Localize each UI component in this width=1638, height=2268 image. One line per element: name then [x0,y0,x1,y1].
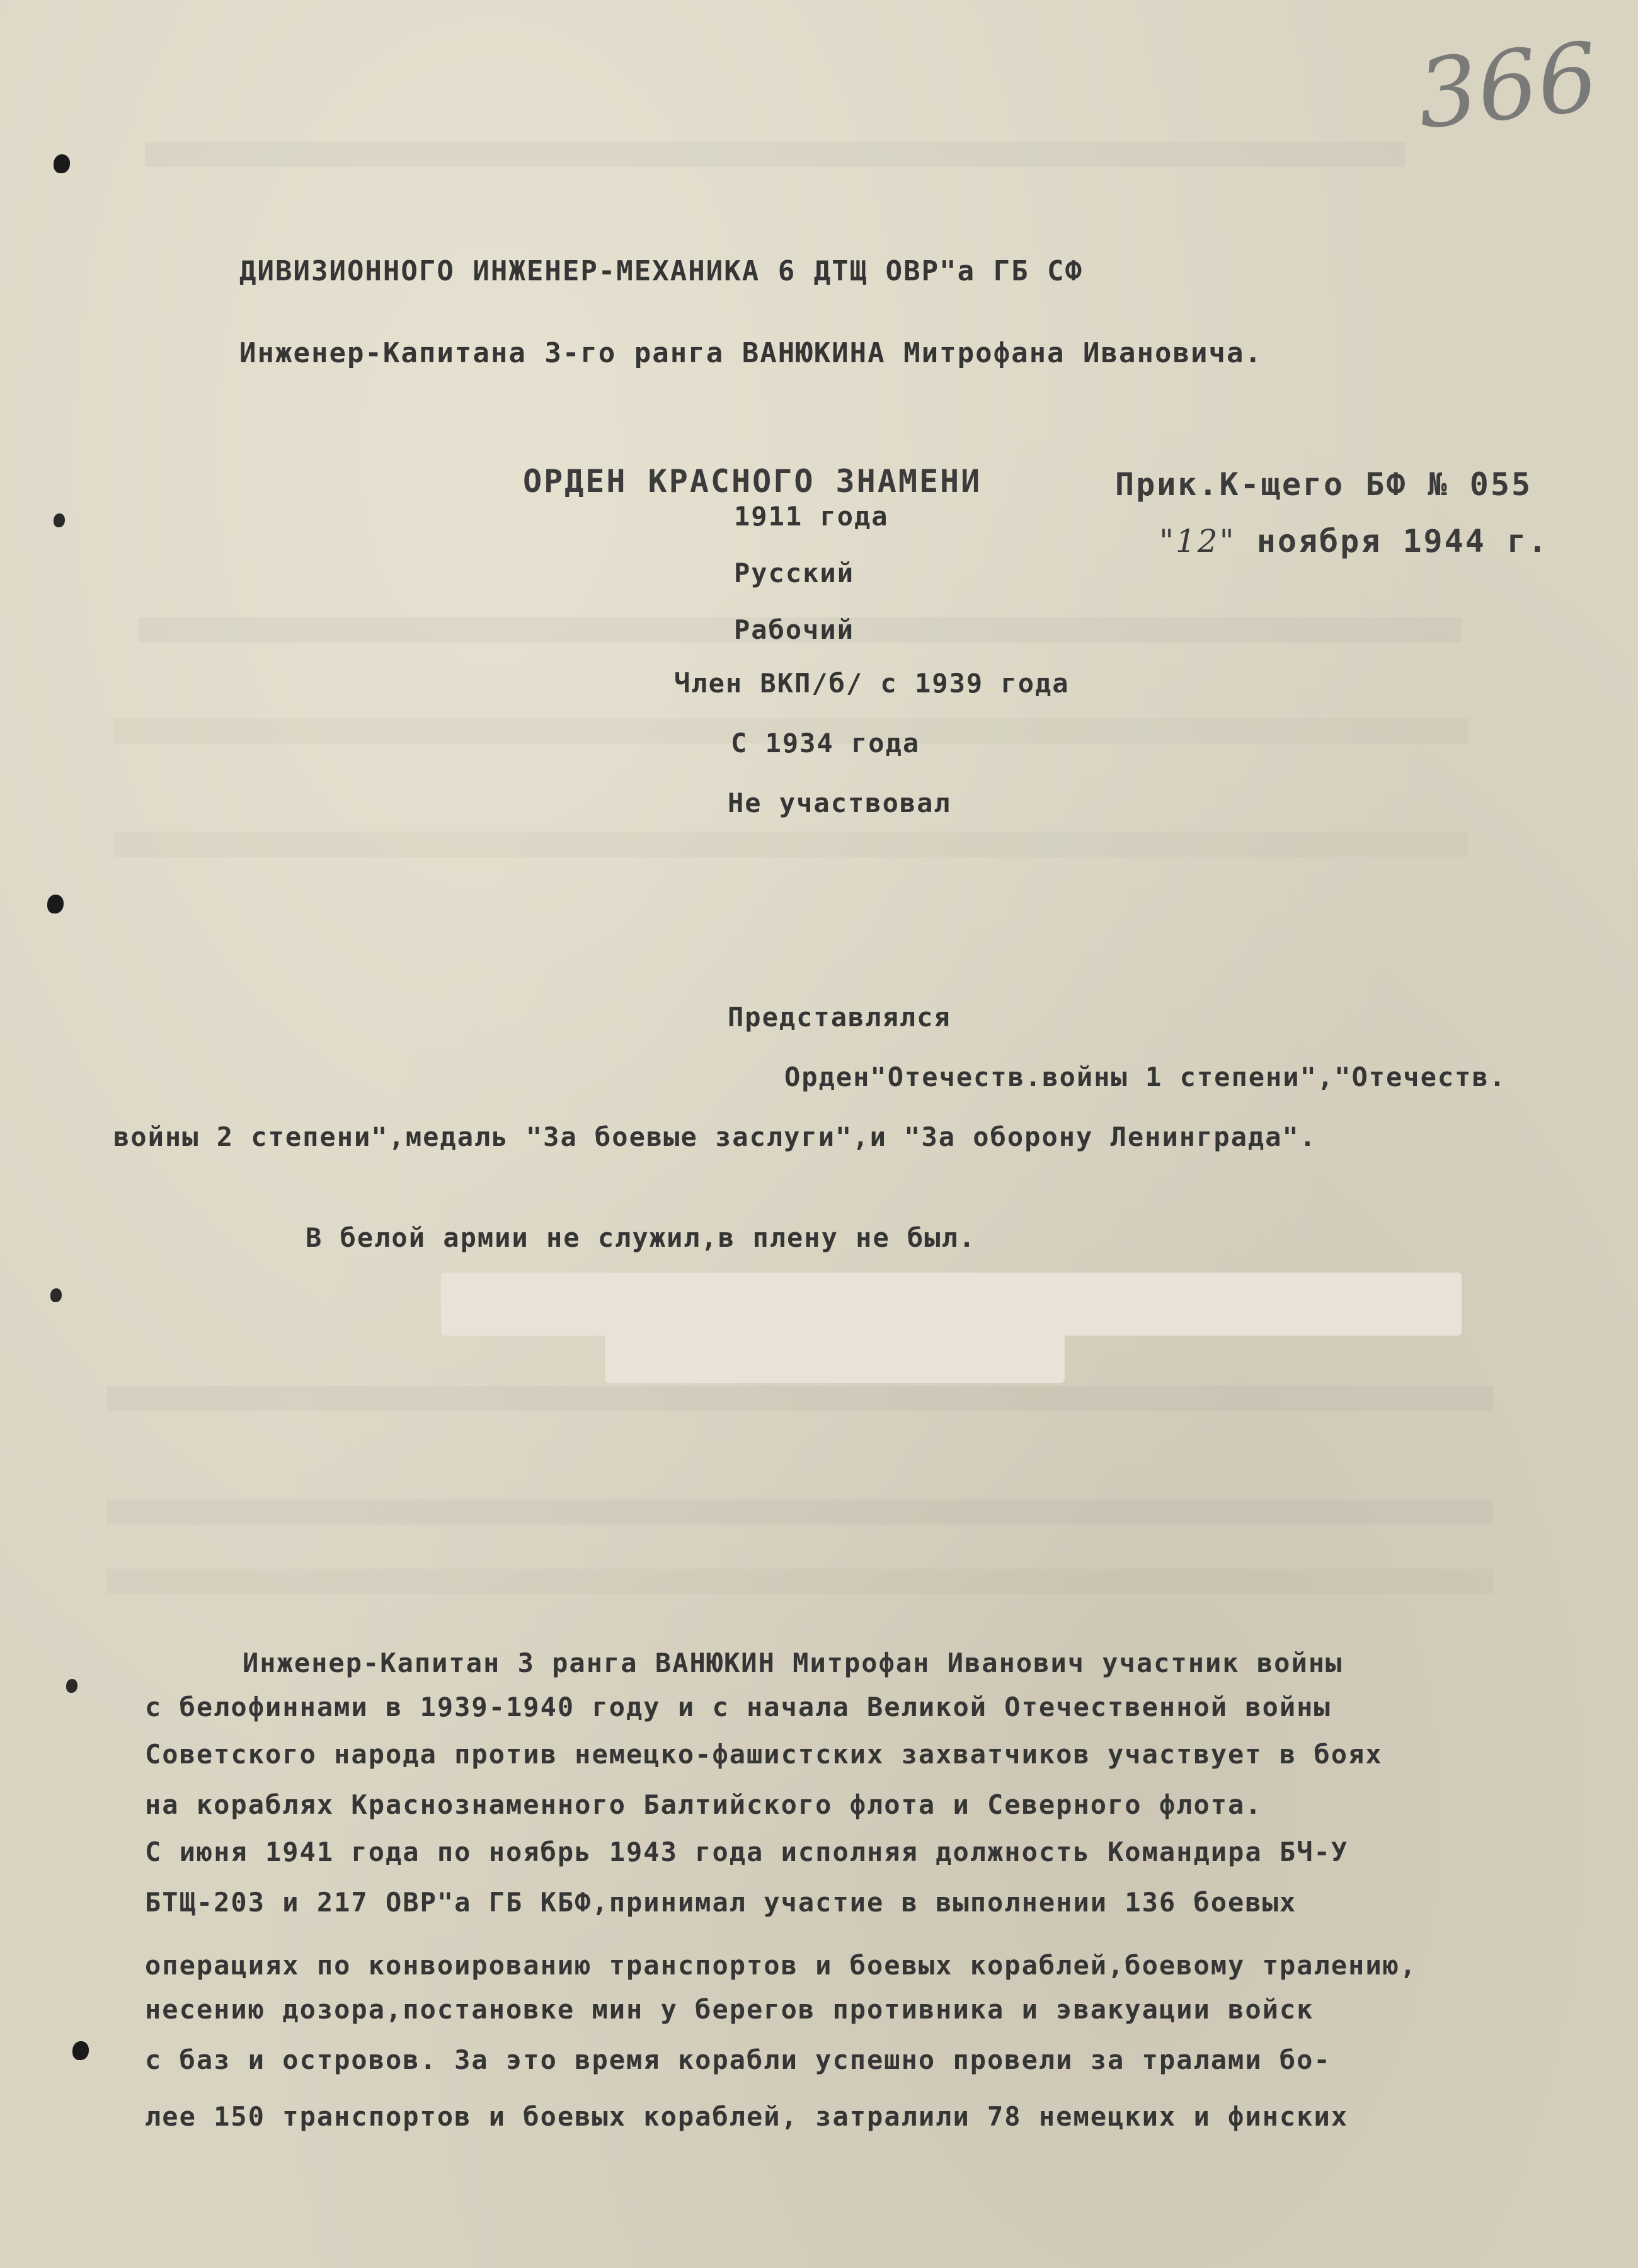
order-reference: Прик.К-щего БФ № 055 [1115,466,1533,503]
party-membership: Член ВКП/б/ с 1939 года [674,668,1070,699]
punch-hole [54,154,70,173]
narrative-line: на кораблях Краснознаменного Балтийского флота и Северного флота. [145,1789,1263,1820]
bleed-through-shadow [145,142,1405,167]
narrative-line: с баз и островов. За это время корабли успешно провели за тралами бо- [145,2044,1331,2075]
narrative-line: С июня 1941 года по ноябрь 1943 года исполняя должность Командира БЧ-У [145,1836,1349,1867]
narrative-line: с белофиннами в 1939-1940 году и с начала Великой Отечественной войны [145,1692,1331,1722]
redacted-area [605,1332,1065,1383]
narrative-line: операциях по конвоированию транспортов и боевых кораблей,боевому тралению, [145,1950,1418,1981]
narrative-line: Советского народа против немецко-фашистских захватчиков участвует в боях [145,1739,1383,1770]
punch-hole [47,895,64,914]
bleed-through-shadow [107,1569,1493,1594]
previous-awards-heading: Представлялся [728,1002,951,1033]
narrative-line: несению дозора,постановке мин у берегов противника и эвакуации войск [145,1994,1314,2025]
order-date-day: "12" [1159,523,1236,559]
order-date [1159,523,1549,559]
service-since: С 1934 года [731,728,920,759]
punch-hole [54,513,65,527]
name-line: Инженер-Капитана 3-го ранга ВАНЮКИНА Митрофана Ивановича. [239,337,1263,369]
service-note: В белой армии не служил,в плену не был. [306,1222,976,1253]
punch-hole [72,2041,89,2060]
nationality: Русский [734,558,855,588]
archive-page-number: 366 [1412,22,1603,151]
bleed-through-shadow [113,832,1468,857]
bleed-through-shadow [107,1499,1493,1525]
unit-line: ДИВИЗИОННОГО ИНЖЕНЕР-МЕХАНИКА 6 ДТЩ ОВР"а ГБ СФ [239,255,1084,287]
social-origin: Рабочий [734,614,855,645]
order-date-rest: ноября 1944 г. [1256,523,1549,559]
bleed-through-shadow [107,1386,1493,1411]
award-title: ОРДЕН КРАСНОГО ЗНАМЕНИ [523,463,982,500]
previous-awards-line-2: войны 2 степени",медаль "За боевые заслуги",и "За оборону Ленинграда". [113,1121,1317,1152]
civil-war-participation: Не участвовал [728,788,951,818]
narrative-line: лее 150 транспортов и боевых кораблей, затралили 78 немецких и финских [145,2101,1349,2132]
punch-hole [50,1288,62,1302]
redacted-area [441,1273,1462,1336]
previous-awards-line-1: Орден"Отечеств.войны 1 степени","Отечеств. [784,1062,1507,1092]
narrative-line: Инженер-Капитан 3 ранга ВАНЮКИН Митрофан Иванович участник войны [243,1647,1343,1678]
birth-year: 1911 года [734,501,889,532]
punch-hole [66,1679,77,1693]
narrative-line: БТЩ-203 и 217 ОВР"а ГБ КБФ,принимал участие в выполнении 136 боевых [145,1887,1297,1918]
